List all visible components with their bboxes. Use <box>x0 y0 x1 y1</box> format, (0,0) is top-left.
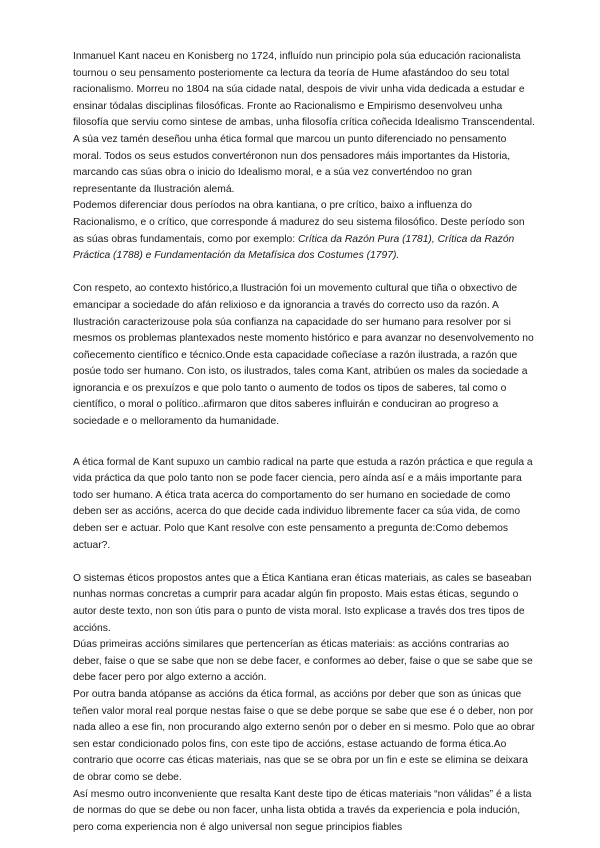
paragraph-first-actions: Dúas primeiras accións similares que pertencerían as éticas materiais: as accións contrarias ao deber, faise o que se sabe que non se debe facer, e conformes ao deber, faise o que se sabe que se debe facer pero por algo externo a acción. <box>73 639 533 684</box>
paragraph-formal-ethics: A ética formal de Kant supuxo un cambio radical na parte que estuda a razón práctica e que regula a vida práctica da que polo tanto non se pode facer ciencia, pero aínda así e a máis importante para todo ser humano. A ética trata acerca do comportamento do ser humano en sociedade de como deben ser as accións, acerca do que decide cada individuo libremente facer ca súa vida, de como deben ser e actuar. Polo que Kant resolve con este pensamento a pregunta de:Como debemos actuar?. <box>73 456 533 551</box>
spacer <box>73 265 535 282</box>
paragraph-norms-list: Así mesmo outro inconveniente que resalta Kant deste tipo de éticas materiais “non válidas” é a lista de normas do que se debe ou non facer, unha lista obtida a través da experiencia e pola indución, pero coma experiencia non é algo universal non segue principios fiables <box>73 788 532 833</box>
spacer <box>73 554 535 571</box>
paragraph-historical-context: Con respeto, ao contexto histórico,a Ilustración foi un movemento cultural que tiña o obxectivo de emancipar a sociedade do afán relixioso e da ignorancia a través do correcto uso da razón. A Ilustración caracterizouse pola súa confianza na capacidade do ser humano para resolver por si mesmos os problemas plantexados neste momento histórico e para avanzar no desenvolvemento no coñecemento científico e técnico.Onde esta capacidade coñecíase a razón ilustrada, a razón que posúe todo ser humano. Con isto, os ilustrados, tales coma Kant, atribúen os males da sociedade a ignorancia e os prexuízos e que polo tanto o aumento de todos os tipos de saberes, tal como o científico, o moral o político..afirmaron que ditos saberes influirán e conduciran ao progreso a sociedade e o melloramento da humanidade. <box>73 283 534 428</box>
paragraph-kant-biography: Inmanuel Kant naceu en Konisberg no 1724, influído nun principio pola súa educación racionalista tournou o seu pensamento posteriomente ca lectura da teoría de Hume afastándoo do seu total racionalismo. Morreu no 1804 na súa cidade natal, despois de vivir unha vida dedicada a estudar e ensinar tódalas disciplinas filosóficas. Fronte ao Racionalismo e Empirismo desenvolveu unha filosofía que serviu como sintese de ambas, unha filosofía crítica coñecida Idealismo Transcendental. A súa vez tamén deseñou unha ética formal que marcou un punto diferenciado no pensamento moral. Todos os seus estudos convertéronon nun dos pensadores máis importantes da Historia, marcando cas súas obra o inicio do Idealismo moral, e a súa vez converténdoo no gran representante da Ilustración alemá. <box>73 51 535 195</box>
paragraph-duty-actions: Por outra banda atópanse as accións da ética formal, as accións por deber que son as únicas que teñen valor moral real porque nestas faise o que se debe porque se sabe que ese é o deber, non por nada alleo a ese fin, non procurando algo externo senón por o deber en si mesmo. Polo que ao obrar sen estar condicionado polos fins, con este tipo de accións, estase actuando de forma ética.Ao contrario que ocorre cas éticas materiais, nas que se se obra por un fin e este se elimina se deixara de obrar como se debe. <box>73 688 535 783</box>
document-body <box>73 49 535 836</box>
paragraph-kant-periods <box>73 198 535 264</box>
spacer <box>73 431 535 455</box>
periods-text: Podemos diferenciar dous períodos na obra kantiana, o pre crítico, baixo a influenza do Racionalismo, e o crítico, que corresponde á madurez do seu sistema filosófico. Deste período son as súas obras fundamentais, como por exemplo: <box>73 200 525 245</box>
paragraph-material-ethics: O sistemas éticos propostos antes que a Ética Kantiana eran éticas materiais, as cales se baseaban nunhas normas concretas a cumprir para acadar algún fin proposto. Mais estas éticas, segundo o autor deste texto, non son útis para o punto de vista moral. Isto explicase a través dos tres tipos de accións. <box>73 572 532 634</box>
fundamental-works: Crítica da Razón Pura (1781), Crítica da Razón Práctica (1788) e Fundamentación da Metafísica dos Costumes (1797). <box>73 233 515 262</box>
